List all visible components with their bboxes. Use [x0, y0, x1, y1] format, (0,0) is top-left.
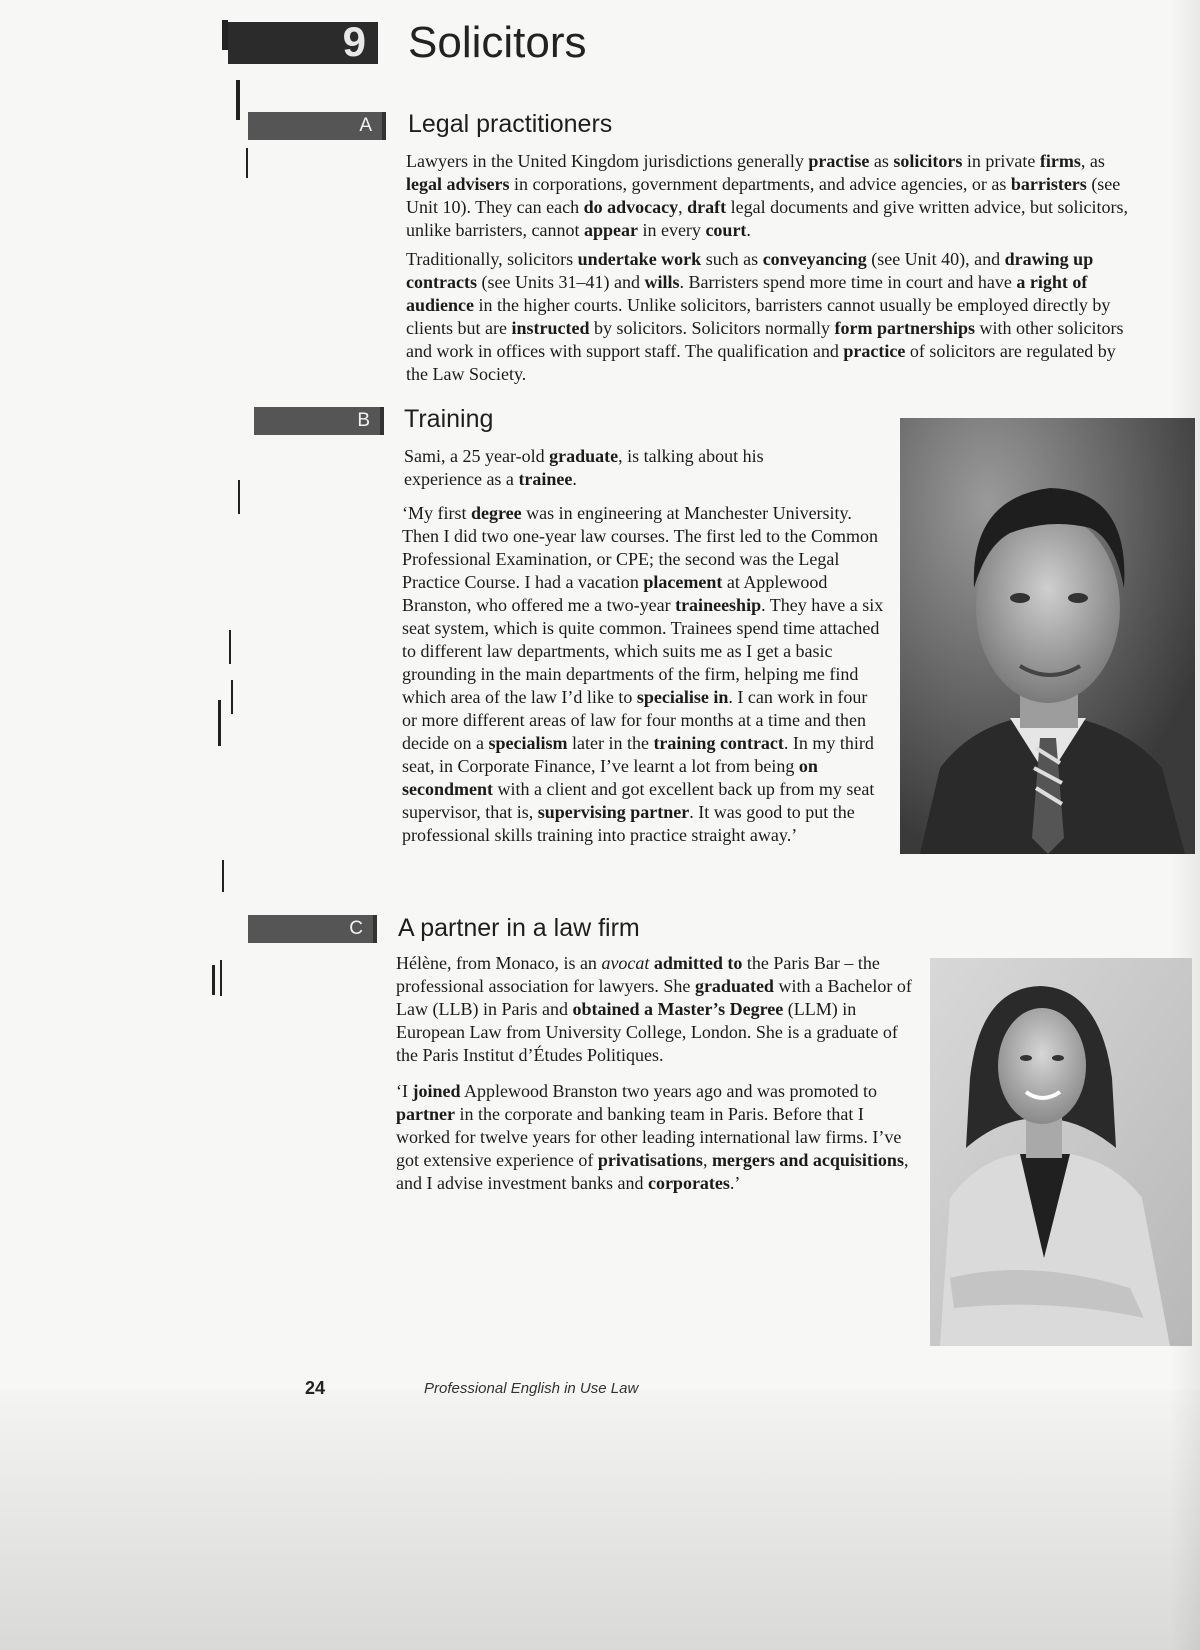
key-term: practise — [808, 151, 870, 171]
key-term: traineeship — [675, 595, 762, 615]
key-term: graduate — [549, 446, 619, 466]
section-heading-c: A partner in a law firm — [398, 914, 640, 942]
margin-mark — [220, 960, 222, 996]
key-term: draft — [687, 197, 727, 217]
key-term: conveyancing — [762, 249, 867, 269]
partner-photo — [930, 958, 1192, 1346]
section-tab-a — [248, 112, 386, 140]
partner-portrait-image — [930, 958, 1192, 1346]
key-term: barristers — [1010, 174, 1087, 194]
key-term: instructed — [511, 318, 590, 338]
margin-mark — [236, 80, 240, 120]
key-term: firms — [1039, 151, 1081, 171]
section-c-paragraph-1: Hélène, from Monaco, is an avocat admitted to the Paris Bar – the professional association for lawyers. She graduated with a Bachelor of Law (LLB) in Paris and obtained a Master’s Degree (LLM) in European Law from University College, London. She is a graduate of the Paris Institut d’Études Politiques. — [396, 953, 912, 1065]
trainee-photo — [900, 418, 1195, 854]
key-term: corporates — [647, 1173, 730, 1193]
margin-mark — [212, 965, 215, 995]
key-term: undertake work — [577, 249, 702, 269]
key-term: obtained a Master’s Degree — [572, 999, 784, 1019]
key-term: form partnerships — [834, 318, 975, 338]
margin-mark — [218, 700, 221, 746]
key-term: drawing up contracts — [406, 249, 1094, 292]
key-term: specialise in — [636, 687, 729, 707]
key-term: admitted to — [653, 953, 743, 973]
section-letter: B — [357, 410, 370, 431]
section-letter: A — [359, 115, 372, 136]
section-tab-b — [254, 407, 384, 435]
margin-mark — [246, 148, 248, 178]
unit-number-bar — [228, 18, 378, 65]
key-term: a right of audience — [406, 272, 1088, 315]
key-term: degree — [471, 503, 522, 523]
margin-mark — [238, 480, 240, 514]
key-term: appear — [583, 220, 638, 240]
section-b-paragraph-1: Sami, a 25 year-old graduate, is talking about his experience as a trainee. — [404, 446, 764, 489]
key-term: partner — [396, 1104, 455, 1124]
italic-term: avocat — [601, 953, 650, 973]
key-term: training contract — [653, 733, 784, 753]
page-bottom-shadow — [0, 1390, 1200, 1650]
section-heading-b: Training — [404, 405, 494, 433]
margin-mark — [229, 630, 231, 664]
key-term: specialism — [488, 733, 568, 753]
page-number: 24 — [305, 1378, 326, 1398]
key-term: trainee — [518, 469, 573, 489]
section-c-paragraph-2: ‘I joined Applewood Branston two years ago and was promoted to partner in the corporate and banking team in Paris. Before that I worked for twelve years for other leading international law firms. I’ve got extensive experience of privatisations, mergers and acquisitions, and I advise investment banks and corporates.’ — [396, 1081, 909, 1193]
trainee-portrait-image — [900, 418, 1195, 854]
section-heading-a: Legal practitioners — [408, 110, 613, 138]
key-term: legal advisers — [406, 174, 510, 194]
section-a-paragraph-1: Lawyers in the United Kingdom jurisdictions generally practise as solicitors in private firms, as legal advisers in corporations, government departments, and advice agencies, or as barristers (see Unit 10). They can each do advocacy, draft legal documents and give written advice, but solicitors, unlike barristers, cannot appear in every court. — [406, 151, 1129, 240]
key-term: privatisations — [597, 1150, 703, 1170]
key-term: practice — [843, 341, 906, 361]
key-term: court — [705, 220, 747, 240]
unit-number: 9 — [342, 18, 366, 65]
key-term: supervising partner — [537, 802, 690, 822]
margin-mark — [222, 860, 224, 892]
key-term: placement — [643, 572, 723, 592]
key-term: graduated — [694, 976, 774, 996]
key-term: on secondment — [402, 756, 818, 799]
unit-title: Solicitors — [408, 18, 587, 67]
section-tab-c — [248, 915, 377, 943]
key-term: solicitors — [893, 151, 963, 171]
margin-mark — [231, 680, 233, 714]
book-title: Professional English in Use Law — [424, 1380, 639, 1397]
section-a-paragraph-2: Traditionally, solicitors undertake work such as conveyancing (see Unit 40), and drawing up contracts (see Units 31–41) and wills. Barristers spend more time in court and have a right of audience in the higher courts. Unlike solicitors, barristers cannot usually be employed directly by clients but are instructed by solicitors. Solicitors normally form partnerships with other solicitors and work in offices with support staff. The qualification and practice of solicitors are regulated by the Law Society. — [406, 249, 1124, 384]
key-term: joined — [412, 1081, 461, 1101]
section-letter: C — [349, 918, 363, 939]
key-term: do advocacy — [583, 197, 679, 217]
key-term: wills — [644, 272, 680, 292]
key-term: mergers and acquisitions — [711, 1150, 904, 1170]
section-b-paragraph-2: ‘My first degree was in engineering at Manchester University. Then I did two one-year law courses. The first led to the Common Professional Examination, or CPE; the second was the Legal Practice Course. I had a vacation placement at Applewood Branston, who offered me a two-year traineeship. They have a six seat system, which is quite common. Trainees spend time attached to different law departments, which suits me as I get a basic grounding in the main departments of the firm, helping me find which area of the law I’d like to specialise in. I can work in four or more different areas of law for four months at a time and then decide on a specialism later in the training contract. In my third seat, in Corporate Finance, I’ve learnt a lot from being on secondment with a client and got excellent back up from my seat supervisor, that is, supervising partner. It was good to put the professional skills training into practice straight away.’ — [402, 503, 884, 845]
